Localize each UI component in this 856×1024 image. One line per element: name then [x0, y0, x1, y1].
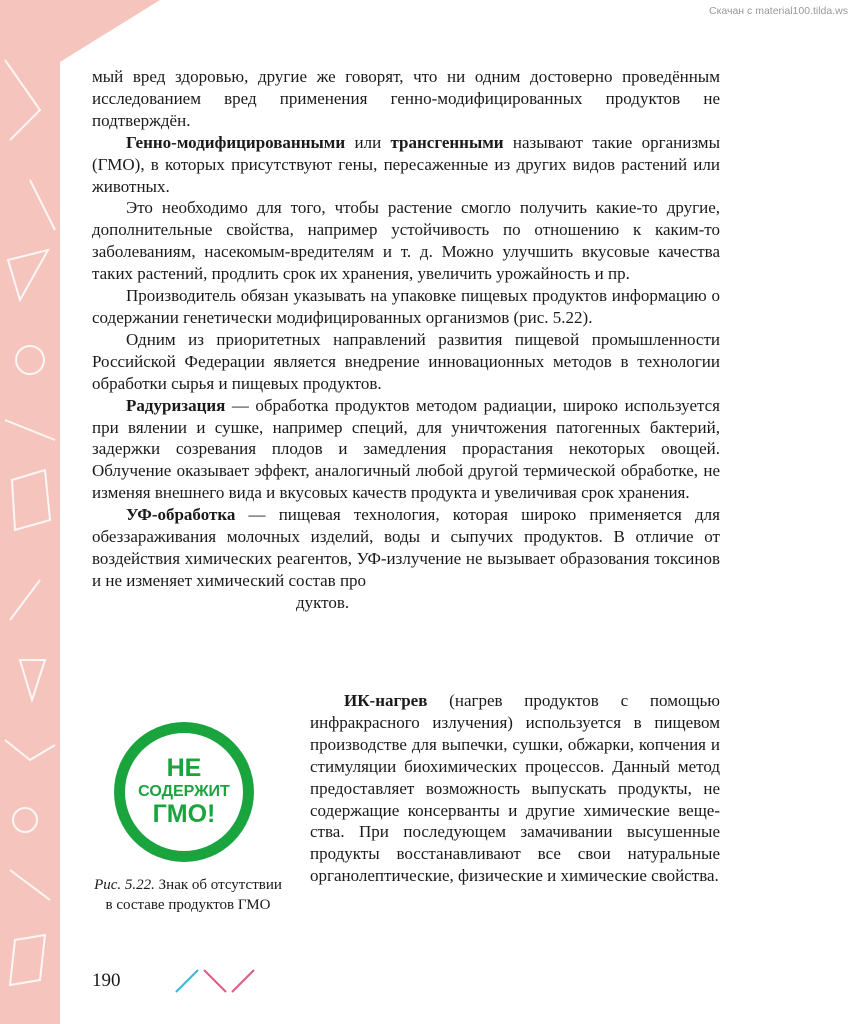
badge-text-line3: ГМО! — [152, 800, 216, 829]
ik-heating-column — [310, 690, 720, 887]
term-uv: УФ-обработка — [126, 505, 236, 525]
figure-5-22 — [92, 690, 284, 915]
page-number: 190 — [92, 970, 121, 991]
caption-text: Знак об отсутствии в составе продуктов ГМО — [105, 877, 282, 913]
decorative-lines-icon — [172, 968, 262, 996]
geometric-pattern-decoration — [0, 0, 60, 1024]
paragraph-gmo-definition — [92, 132, 720, 198]
term-raduration: Радуризация — [126, 395, 226, 415]
paragraph-uv-tail: дуктов. — [296, 592, 350, 612]
corner-fold-decoration — [60, 0, 160, 62]
caption-label: Рис. 5.22. — [94, 877, 155, 893]
paragraph-uv — [92, 504, 720, 592]
paragraph-text: (нагрев продуктов с помощью инфракрасного излучения) используется в пищевом производстве для выпечки, сушки, обжарки, копчения и стимуляции биохимических процессов. Данный метод предоставляет возможность выпускать продукты, не содержащие консерванты и другие химические вещества. При последующем замачивании высушенные продукты восстанавливают все свои натуральные органолептические, физические и химические свойства. — [310, 691, 720, 886]
term-transgenic: трансгенными — [390, 132, 504, 152]
paragraph-5: Одним из приоритетных направлений развития пищевой промышленности Российской Федерации является внедрение инновационных методов в технологии обработки сырья и пищевых продуктов. — [92, 329, 720, 393]
badge-inner — [125, 733, 243, 851]
paragraph-text: называют такие организмы (ГМО), в которых присутствуют гены, пересаженные из других видов растений или животных. — [92, 132, 720, 196]
badge-text-line2: СОДЕРЖИТ — [138, 782, 230, 800]
term-ik-heating: ИК-нагрев — [344, 691, 428, 710]
decorative-margin — [0, 0, 60, 1024]
paragraph-4: Производитель обязан указывать на упаковке пищевых продуктов информацию о содержании генетически модифицированных организмов (рис. 5.22). — [92, 286, 720, 327]
no-gmo-badge — [114, 722, 254, 862]
paragraph-text: — пищевая технология, которая широко применяется для обеззараживания молочных изделий, воды и сыпучих продуктов. В отличие от воздействия химических реагентов, УФ-излучение не вызывает образования токсинов и не изменяет химический состав про — [92, 505, 720, 590]
watermark: Скачан с material100.tilda.ws — [708, 5, 848, 17]
paragraph-text: или — [345, 132, 391, 152]
paragraph-1: мый вред здоровью, другие же говорят, что ни одним достоверно проведённым исследованием вред применения генно-модифицированных продуктов не подтверждён. — [92, 67, 720, 130]
badge-text-line1: НЕ — [166, 754, 202, 783]
paragraph-raduration — [92, 395, 720, 505]
paragraph-text: — обработка продуктов методом радиации, широко используется при вялении и сушке, например специй, для уничтожения патогенных бактерий, задержки созревания плодов и замедления прорастания некоторых овощей. Облучение оказывает эффект, аналогичный любой другой термической обработке, не изменяя внешнего вида и вкусовых качеств продукта и увеличивая срок хранения. — [92, 395, 720, 503]
term-gmo: Генно-модифицированными — [126, 132, 346, 152]
paragraph-ik — [310, 690, 720, 887]
main-text — [92, 66, 720, 614]
paragraph-3: Это необходимо для того, чтобы растение смогло получить какие-то другие, дополнительные свойства, например устойчивость по отношению к каким-то заболеваниям, насекомым-вредителям и т. д. Можно улучшить вкусовые качества таких растений, продлить срок их хранения, увеличить урожайность и пр. — [92, 198, 720, 284]
figure-caption — [92, 876, 284, 915]
